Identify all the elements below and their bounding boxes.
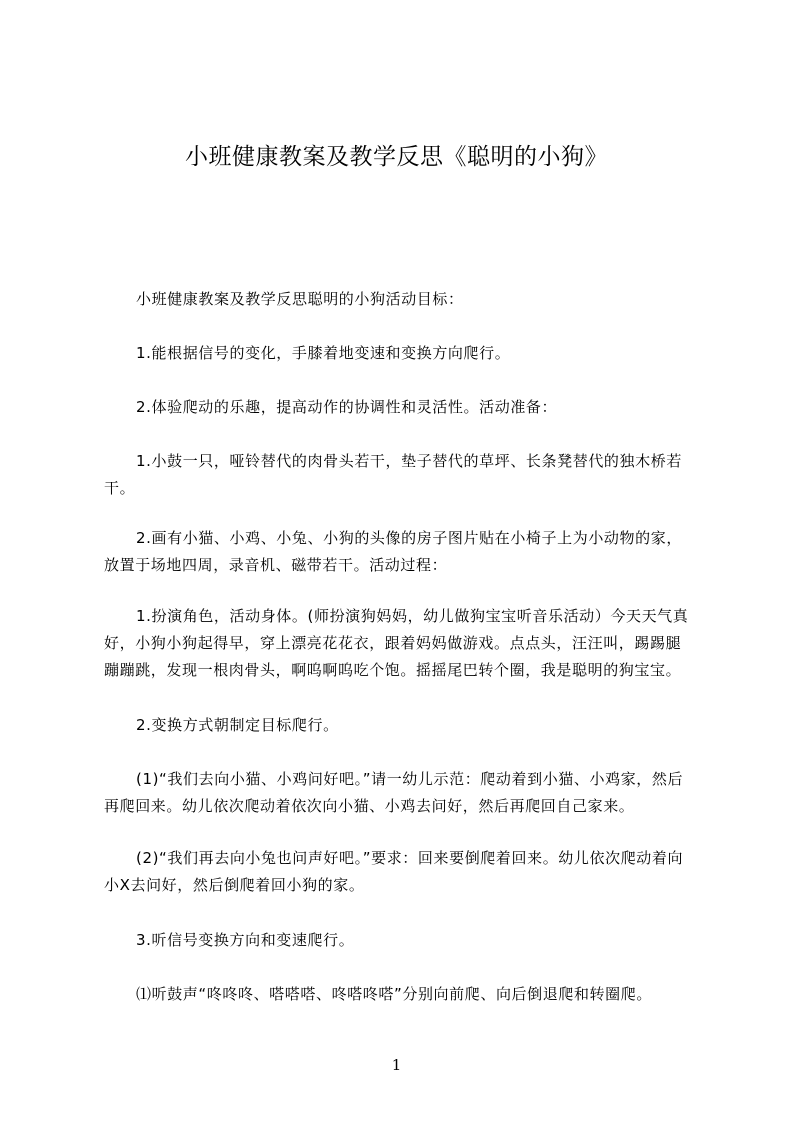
paragraph: 2.画有小猫、小鸡、小兔、小狗的头像的房子图片贴在小椅子上为小动物的家，放置于场地四周，录音机、磁带若干。活动过程： <box>104 529 682 574</box>
paragraph: 小班健康教案及教学反思聪明的小狗活动目标： <box>136 290 464 308</box>
page-number: 1 <box>391 1056 402 1074</box>
paragraph: 3.听信号变换方向和变速爬行。 <box>136 931 355 949</box>
paragraph: (2)“我们再去向小兔也问声好吧。”要求：回来要倒爬着回来。幼儿依次爬动着向小X去问好，然后倒爬着回小狗的家。 <box>104 849 684 894</box>
paragraph: 1.能根据信号的变化，手膝着地变速和变换方向爬行。 <box>136 344 511 362</box>
paragraph: (1)“我们去向小猫、小鸡问好吧。”请一幼儿示范：爬动着到小猫、小鸡家，然后再爬回来。幼儿依次爬动着依次向小猫、小鸡去问好，然后再爬回自己家来。 <box>104 770 684 815</box>
paragraph: ⑴听鼓声“咚咚咚、嗒嗒嗒、咚嗒咚嗒”分别向前爬、向后倒退爬和转圈爬。 <box>136 985 652 1003</box>
paragraph: 1.扮演角色，活动身体。(师扮演狗妈妈，幼儿做狗宝宝听音乐活动）今天天气真好，小狗小狗起得早，穿上漂亮花花衣，跟着妈妈做游戏。点点头，汪汪叫，踢踢腿蹦蹦跳，发现一根肉骨头，啊呜啊呜吃个饱。摇摇尾巴转个圈，我是聪明的狗宝宝。 <box>104 607 689 679</box>
paragraph: 2.变换方式朝制定目标爬行。 <box>136 716 339 734</box>
paragraph: 1.小鼓一只，哑铃替代的肉骨头若干，垫子替代的草坪、长条凳替代的独木桥若干。 <box>104 452 682 497</box>
document-title: 小班健康教案及教学反思《聪明的小狗》 <box>185 144 608 170</box>
paragraph: 2.体验爬动的乐趣，提高动作的协调性和灵活性。活动准备： <box>136 398 558 416</box>
